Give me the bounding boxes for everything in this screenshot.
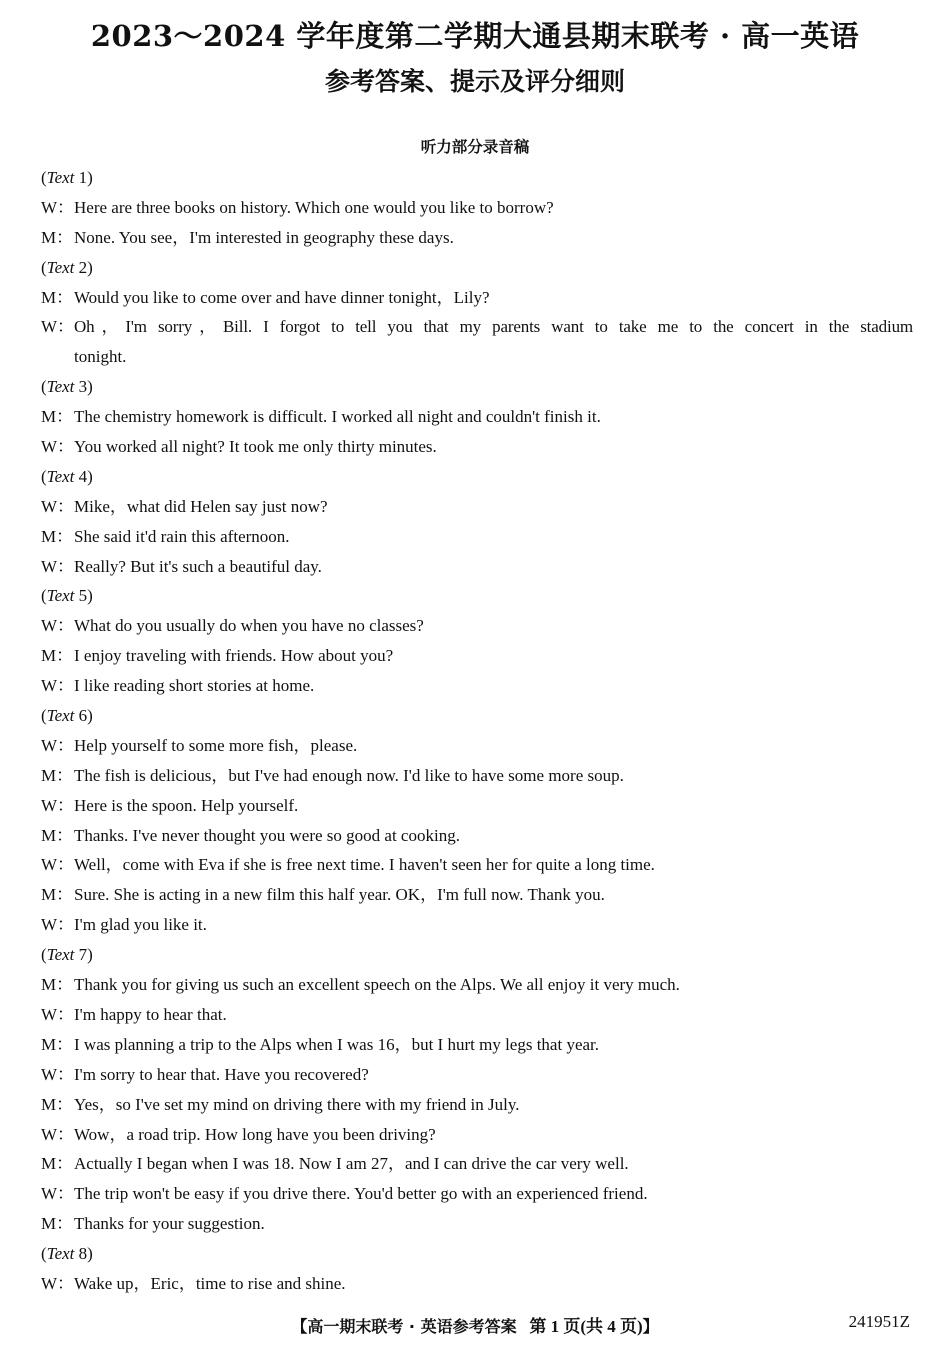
footer-page-info: 第 1 页(共 4 页) (529, 1317, 643, 1336)
line-text: The trip won't be easy if you drive there. You'd better go with an experienced friend. (74, 1184, 648, 1204)
speaker-label: W： (41, 616, 75, 636)
line-text: Would you like to come over and have dinner tonight，Lily? (74, 287, 490, 307)
speaker-label: M： (41, 885, 74, 905)
text-5-header: (Text 5) (41, 586, 93, 606)
speaker-label: W： (41, 437, 75, 457)
dialogue-line (41, 432, 913, 462)
text-label: Text (46, 586, 75, 606)
line-text: She said it'd rain this afternoon. (74, 526, 290, 546)
dialogue-line (41, 283, 913, 313)
line-text: Here are three books on history. Which one would you like to borrow? (74, 197, 554, 217)
line-text: I'm glad you like it. (74, 915, 207, 935)
dialogue-line (41, 522, 913, 552)
text-label: Text (46, 257, 75, 277)
text-label: Text (46, 706, 75, 726)
line-text: What do you usually do when you have no classes? (74, 616, 424, 636)
line-text: Sure. She is acting in a new film this half year. OK，I'm full now. Thank you. (74, 885, 605, 905)
text-number: 6 (78, 706, 88, 726)
line-text: Wow，a road trip. How long have you been driving? (74, 1124, 436, 1144)
dialogue-line (41, 1120, 913, 1150)
line-text: Thank you for giving us such an excellent speech on the Alps. We all enjoy it very much. (74, 975, 680, 995)
dialogue-line (41, 671, 913, 701)
speaker-label: W： (41, 1004, 75, 1024)
text-label: Text (46, 945, 75, 965)
line-text: Here is the spoon. Help yourself. (74, 795, 299, 815)
speaker-label: M： (41, 1094, 74, 1114)
speaker-label: W： (41, 735, 75, 755)
dialogue-line (41, 641, 913, 671)
speaker-label: W： (41, 197, 75, 217)
speaker-label: W： (41, 496, 75, 516)
speaker-label: W： (41, 795, 75, 815)
page-title: 2023～2024 学年度第二学期大通县期末联考 · 高一英语 (90, 19, 860, 53)
speaker-label: M： (41, 1214, 74, 1234)
speaker-label: W： (41, 855, 75, 875)
dialogue-line (41, 1179, 913, 1209)
text-label: Text (46, 466, 75, 486)
dialogue-line (41, 850, 913, 880)
text-6-header: (Text 6) (41, 706, 93, 726)
footer-label: 高一期末联考 · 英语参考答案 (307, 1317, 517, 1336)
line-text: Mike，what did Helen say just now? (74, 496, 328, 516)
speaker-label: W： (41, 317, 75, 337)
text-label: Text (46, 168, 75, 187)
dialogue-line (41, 1149, 913, 1179)
dialogue-line (41, 1030, 913, 1060)
line-text: I like reading short stories at home. (74, 676, 315, 696)
speaker-label: M： (41, 227, 74, 247)
dialogue-line (41, 1269, 913, 1299)
dialogue-line-continued: tonight. (74, 347, 127, 367)
dialogue-line (41, 402, 913, 432)
dialogue-line (41, 791, 913, 821)
line-text: You worked all night? It took me only thirty minutes. (74, 437, 437, 457)
dialogue-line (41, 1090, 913, 1120)
text-2-header: (Text 2) (41, 257, 93, 277)
text-number: 8 (78, 1244, 88, 1264)
line-text: Thanks for your suggestion. (74, 1214, 265, 1234)
page-subtitle: 参考答案、提示及评分细则 (324, 67, 625, 96)
dialogue-line (41, 821, 913, 851)
line-text: The fish is delicious，but I've had enough now. I'd like to have some more soup. (74, 765, 624, 785)
dialogue-line (41, 552, 913, 582)
speaker-label: M： (41, 526, 74, 546)
line-text: Thanks. I've never thought you were so good at cooking. (74, 825, 460, 845)
speaker-label: W： (41, 676, 75, 696)
line-text: I enjoy traveling with friends. How about you? (74, 646, 394, 666)
text-3-header: (Text 3) (41, 377, 93, 397)
text-4-header: (Text 4) (41, 466, 93, 486)
speaker-label: W： (41, 915, 75, 935)
line-text: Wake up，Eric，time to rise and shine. (74, 1273, 346, 1293)
dialogue-line (41, 731, 913, 761)
text-1-header: (Text 1) (41, 168, 93, 187)
dialogue-line (41, 1060, 913, 1090)
text-7-header: (Text 7) (41, 945, 93, 965)
line-text: None. You see，I'm interested in geography these days. (74, 227, 454, 247)
line-text: Oh，I'm sorry，Bill. I forgot to tell you that my parents want to take me to the concert in the stadium (74, 317, 913, 337)
dialogue-line (41, 312, 913, 342)
speaker-label: W： (41, 556, 75, 576)
speaker-label: W： (41, 1184, 75, 1204)
line-text: Help yourself to some more fish，please. (74, 735, 358, 755)
section-title: 听力部分录音稿 (420, 138, 530, 156)
listening-transcript (41, 163, 913, 1299)
line-text: Actually I began when I was 18. Now I am 27，and I can drive the car very well. (74, 1154, 629, 1174)
text-label: Text (46, 1244, 75, 1264)
speaker-label: M： (41, 407, 74, 427)
text-label: Text (46, 377, 75, 397)
footer-right-bracket: 】 (642, 1317, 659, 1336)
dialogue-line (41, 761, 913, 791)
line-text: Yes，so I've set my mind on driving there with my friend in July. (74, 1094, 520, 1114)
speaker-label: M： (41, 1154, 74, 1174)
text-number: 2 (78, 257, 88, 277)
dialogue-line (41, 1209, 913, 1239)
dialogue-line (41, 193, 913, 223)
line-text: I'm happy to hear that. (74, 1004, 227, 1024)
dialogue-line (41, 880, 913, 910)
dialogue-line (41, 492, 913, 522)
speaker-label: M： (41, 975, 74, 995)
page-footer (0, 1312, 950, 1337)
line-text: Well，come with Eva if she is free next time. I haven't seen her for quite a long time. (74, 855, 655, 875)
document-code: 241951Z (848, 1312, 910, 1331)
line-text: The chemistry homework is difficult. I worked all night and couldn't finish it. (74, 407, 601, 427)
speaker-label: M： (41, 287, 74, 307)
text-number: 4 (78, 466, 88, 486)
speaker-label: M： (41, 1034, 74, 1054)
footer-left-bracket: 【 (291, 1317, 308, 1336)
line-text: Really? But it's such a beautiful day. (74, 556, 322, 576)
speaker-label: W： (41, 1124, 75, 1144)
dialogue-line (41, 910, 913, 940)
speaker-label: M： (41, 825, 74, 845)
dialogue-line (41, 223, 913, 253)
line-text: I was planning a trip to the Alps when I was 16，but I hurt my legs that year. (74, 1034, 600, 1054)
text-8-header: (Text 8) (41, 1244, 93, 1264)
dialogue-line (41, 970, 913, 1000)
speaker-label: W： (41, 1064, 75, 1084)
text-number: 3 (78, 377, 88, 397)
speaker-label: M： (41, 765, 74, 785)
line-text: I'm sorry to hear that. Have you recovered? (74, 1064, 369, 1084)
speaker-label: M： (41, 646, 74, 666)
dialogue-line (41, 1000, 913, 1030)
text-number: 1 (78, 168, 88, 187)
text-number: 7 (78, 945, 88, 965)
dialogue-line (41, 611, 913, 641)
text-number: 5 (78, 586, 88, 606)
speaker-label: W： (41, 1273, 75, 1293)
